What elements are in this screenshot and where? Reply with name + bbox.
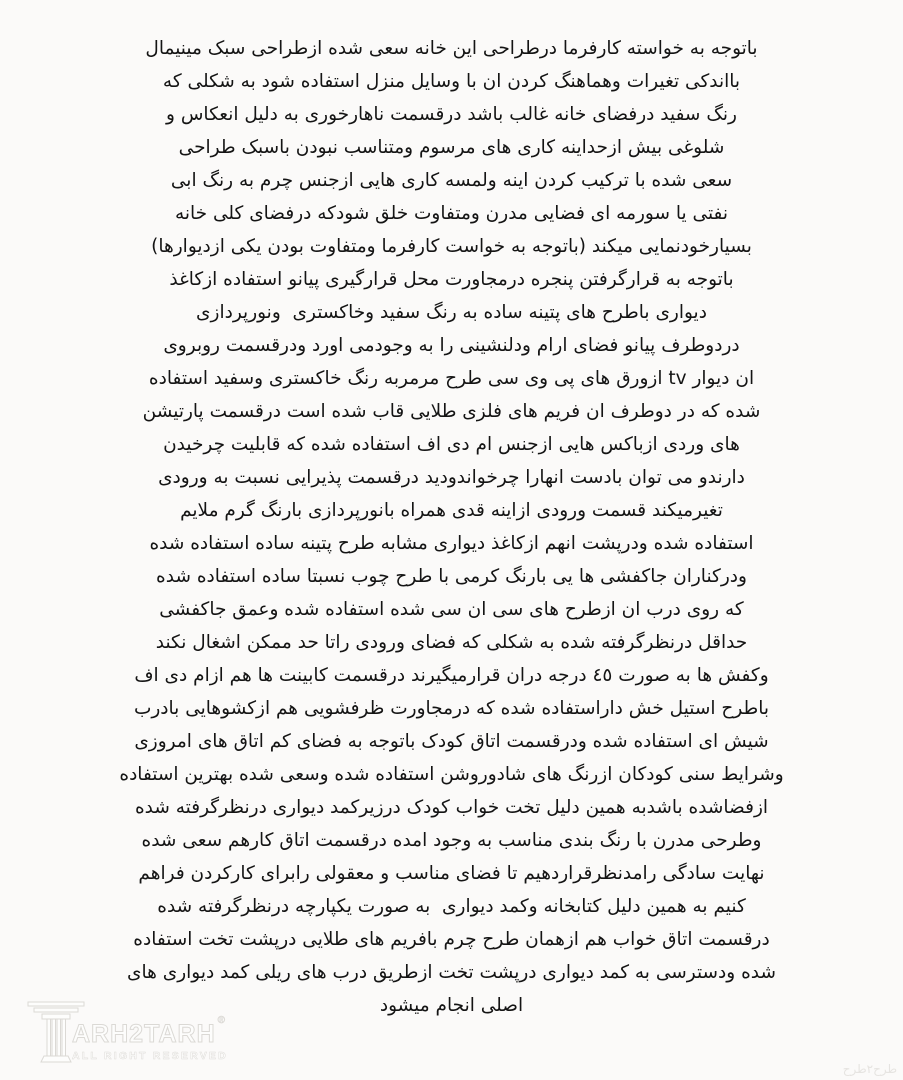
text-line: ازفضاشده باشدبه همین دلیل تخت خواب کودک درزیرکمد دیواری درنظرگرفته شده [134,797,769,818]
watermark-text-block [72,1015,228,1062]
text-line: دیواری باطرح های پتینه ساده به رنگ سفید وخاکستری ونورپردازی [196,302,707,323]
text-line: رنگ سفید درفضای خانه غالب باشد درقسمت ناهارخوری به دلیل انعکاس و [166,104,737,125]
brand-label: ARH2TARH [72,1020,216,1048]
brand-name [72,1015,228,1048]
text-line: وکفش ها به صورت ٤٥ درجه دران قرارمیگیرند درقسمت کابینت ها هم ازام دی اف [134,665,769,686]
text-line: اصلی انجام میشود [379,995,524,1016]
text-line: سعی شده با ترکیب کردن اینه ولمسه کاری هایی ازجنس چرم به رنگ ابی [170,170,733,191]
text-line: وشرایط سنی کودکان ازرنگ های شادوروشن استفاده شده وسعی شده بهترین استفاده [119,764,784,785]
text-line: باتوجه به قرارگرفتن پنجره درمجاورت محل قرارگیری پیانو استفاده ازکاغذ [169,269,734,290]
text-line: باطرح استیل خش داراستفاده شده که درمجاورت ظرفشویی هم ازکشوهایی بادرب [133,698,770,719]
text-line: دارندو می توان بادست انهارا چرخواندودید درقسمت پذیرایی نسبت به ورودی [158,467,745,488]
text-line: درقسمت اتاق خواب هم ازهمان طرح چرم بافریم های طلایی درپشت تخت استفاده [133,929,770,950]
corner-watermark-text: طرح۲طرح [842,1062,897,1076]
text-line: تغیرمیکند قسمت ورودی ازاینه قدی همراه بانورپردازی بارنگ گرم ملایم [180,500,723,521]
text-line: نفتی یا سورمه ای فضایی مدرن ومتفاوت خلق شودکه درفضای کلی خانه [174,203,729,224]
text-line: ودرکناران جاکفشی ها یی بارنگ کرمی با طرح چوب نسبتا ساده استفاده شده [156,566,747,587]
text-line: بسیارخودنمایی میکند (باتوجه به خواست کارفرما ومتفاوت بودن یکی ازدیوارها) [151,236,752,257]
text-line: که روی درب ان ازطرح های سی ان سی شده استفاده شده وعمق جاکفشی [159,599,744,620]
text-line: بااندکی تغیرات وهماهنگ کردن ان با وسایل منزل استفاده شود به شکلی که [162,71,741,92]
text-line: حداقل درنظرگرفته شده به شکلی که فضای ورودی راتا حد ممکن اشغال نکند [155,632,748,653]
text-line: ان دیوار tv ازورق های پی وی سی طرح مرمربه رنگ خاکستری وسفید استفاده [148,368,755,389]
text-line: نهایت سادگی رامدنظرقراردهیم تا فضای مناسب و معقولی رابرای کارکردن فراهم [138,863,765,884]
text-line: شلوغی بیش ازحداینه کاری های مرسوم ومتناسب نبودن باسبک طراحی [178,137,725,158]
persian-text-body [30,32,873,1022]
rights-tagline: ALL RIGHT RESERVED [72,1050,228,1062]
tarh2tarh-watermark-logo [26,1000,228,1064]
text-line: شده ودسترسی به کمد دیواری درپشت تخت ازطریق درب های ریلی کمد دیواری های [126,962,777,983]
text-line: باتوجه به خواسته کارفرما درطراحی این خانه سعی شده ازطراحی سبک مینیمال [145,38,758,59]
text-line: های وردی ازباکس هایی ازجنس ام دی اف استفاده شده که قابلیت چرخیدن [163,434,740,455]
text-line: شده که در دوطرف ان فریم های فلزی طلایی قاب شده است درقسمت پارتیشن [142,401,761,422]
text-line: کنیم به همین دلیل کتابخانه وکمد دیواری به صورت یکپارچه درنظرگرفته شده [157,896,746,917]
text-line: دردوطرف پیانو فضای ارام ودلنشینی را به وجودمی اورد ودرقسمت روبروی [163,335,740,356]
registered-trademark-icon: ® [217,1015,227,1026]
text-line: شیش ای استفاده شده ودرقسمت اتاق کودک باتوجه به فضای کم اتاق های امروزی [134,731,769,752]
text-line: استفاده شده ودرپشت انهم ازکاغذ دیواری مشابه طرح پتینه ساده استفاده شده [149,533,754,554]
text-line: وطرحی مدرن با رنگ بندی مناسب به وجود امده درقسمت اتاق کارهم سعی شده [141,830,762,851]
